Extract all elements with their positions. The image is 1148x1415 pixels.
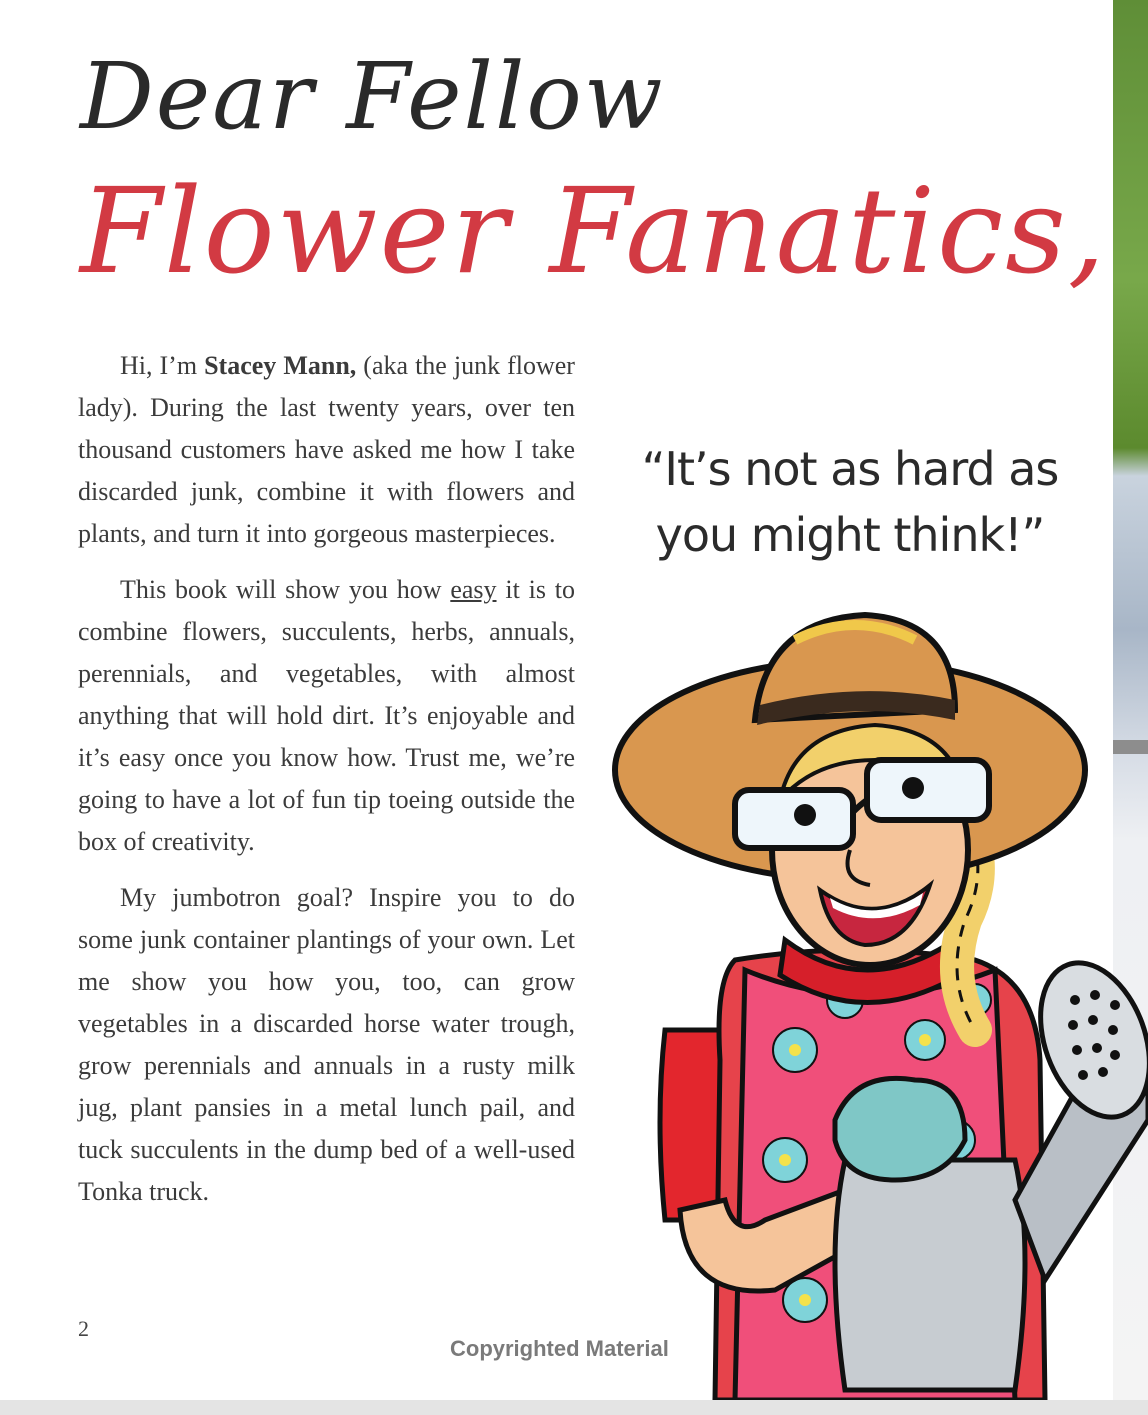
body-text	[78, 345, 575, 1227]
title-line-2: Flower Fanatics,	[80, 162, 1108, 300]
page-number: 2	[78, 1316, 89, 1341]
page-bottom-strip	[0, 1400, 1148, 1415]
quote-line-1: “It’s not as hard as	[641, 442, 1059, 496]
title-line-1: Dear Fellow	[80, 43, 665, 150]
gardener-woman-cartoon-icon	[595, 600, 1148, 1400]
pull-quote	[625, 436, 1075, 568]
paragraph-1: Hi, I’m Stacey Mann, (aka the junk flower lady). During the last twenty years, over ten thousand customers have asked me how I take discarded junk, combine it with flowers and plants, and turn it into gorgeous masterpieces.	[78, 351, 575, 548]
author-name: Stacey Mann,	[204, 351, 357, 380]
copyright-watermark: Copyrighted Material	[450, 1336, 669, 1361]
paragraph-3: My jumbotron goal? Inspire you to do some junk container plantings of your own. Let me show you how you, too, can grow vegetables in a discarded horse water trough, grow perennials and annuals in a rusty milk jug, plant pansies in a metal lunch pail, and tuck succulents in the dump bed of a well-used Tonka truck.	[78, 883, 575, 1206]
quote-line-2: you might think!”	[655, 508, 1045, 562]
paragraph-2: This book will show you how easy it is to combine flowers, succulents, herbs, annuals, perennials, and vegetables, with almost anything that will hold dirt. It’s enjoyable and it’s easy once you know how. Trust me, we’re going to have a lot of fun tip toeing outside the box of creativity.	[78, 575, 576, 856]
emphasis-easy: easy	[450, 575, 497, 604]
page-title	[80, 38, 1107, 306]
